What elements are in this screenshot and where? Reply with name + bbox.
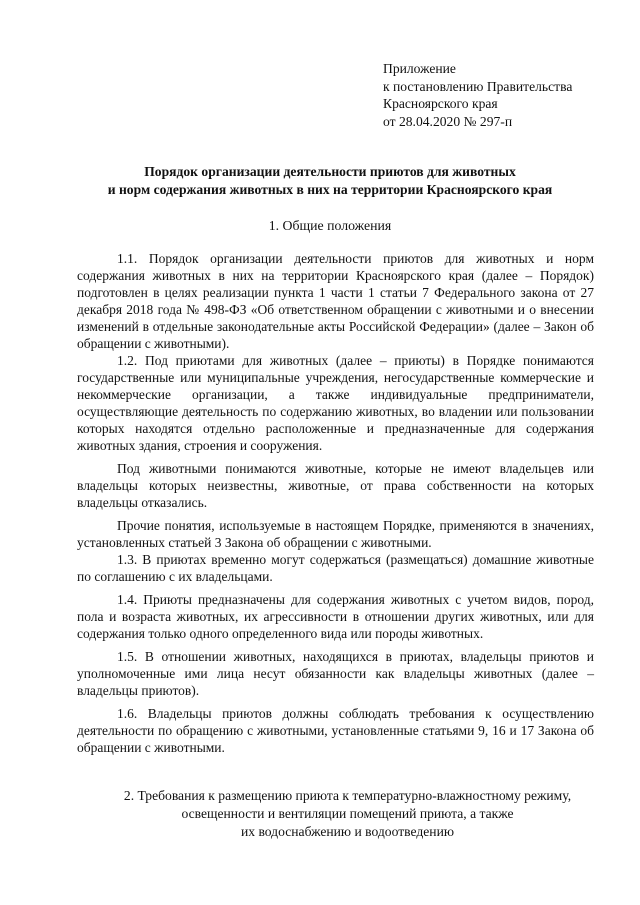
- paragraph-animals-definition: Под животными понимаются животные, которые не имеют владельцев или владельцы которых неизвестны, животные, от права собственности на которых владельцы отказались.: [77, 461, 594, 510]
- paragraph-1-2: 1.2. Под приютами для животных (далее – приюты) в Порядке понимаются государственные или муниципальные учреждения, негосударственные коммерческие и некоммерческие организации, а также индивидуальные предприниматели, осуществляющие деятельность по содержанию животных, во владении или пользовании которых находятся отдельно расположенные и предназначенные для содержания животных здания, строения и сооружения.: [77, 353, 594, 453]
- paragraph-other-terms: Прочие понятия, используемые в настоящем Порядке, применяются в значениях, установленных статьей 3 Закона об обращении с животными.: [77, 518, 594, 550]
- paragraph-1-4: 1.4. Приюты предназначены для содержания животных с учетом видов, пород, пола и возраста животных, их агрессивности в отношении других животных, или для содержания только одного определенного вида или породы животных.: [77, 592, 594, 641]
- appendix-line-4: от 28.04.2020 № 297-п: [383, 113, 513, 129]
- appendix-line-1: Приложение: [383, 61, 456, 76]
- appendix-block: [383, 60, 572, 130]
- section-2-line-3: их водоснабжению и водоотведению: [240, 824, 455, 839]
- section-1-heading: 1. Общие положения: [268, 218, 392, 233]
- title-line-2: и норм содержания животных в них на территории Красноярского края: [107, 182, 553, 197]
- paragraph-1-3: 1.3. В приютах временно могут содержаться (размещаться) домашние животные по соглашению с их владельцами.: [77, 552, 594, 584]
- document-title: [60, 163, 600, 199]
- paragraph-1-5: 1.5. В отношении животных, находящихся в приютах, владельцы приютов и уполномоченные ими лица несут обязанности как владельцы животных (далее – владельцы приютов).: [77, 649, 594, 698]
- section-2-heading: [60, 787, 635, 841]
- appendix-line-2: к постановлению Правительства: [383, 78, 573, 94]
- appendix-line-3: Красноярского края: [383, 96, 498, 112]
- paragraph-1-6: 1.6. Владельцы приютов должны соблюдать требования к осуществлению деятельности по обращению с животными, установленные статьями 9, 16 и 17 Закона об обращении с животными.: [77, 706, 594, 755]
- section-2-line-2: освещенности и вентиляции помещений приюта, а также: [181, 806, 514, 821]
- section-2-line-1: 2. Требования к размещению приюта к температурно-влажностному режиму,: [123, 788, 572, 803]
- paragraph-1-1: 1.1. Порядок организации деятельности приютов для животных и норм содержания животных в них на территории Красноярского края (далее – Порядок) подготовлен в целях реализации пункта 1 части 1 статьи 7 Федерального закона от 27 декабря 2018 года № 498-ФЗ «Об ответственном обращении с животными и о внесении изменений в отдельные законодательные акты Российской Федерации» (далее – Закон об обращении с животными).: [77, 251, 594, 351]
- section-1-body: [77, 250, 594, 756]
- title-line-1: Порядок организации деятельности приютов для животных: [144, 164, 516, 179]
